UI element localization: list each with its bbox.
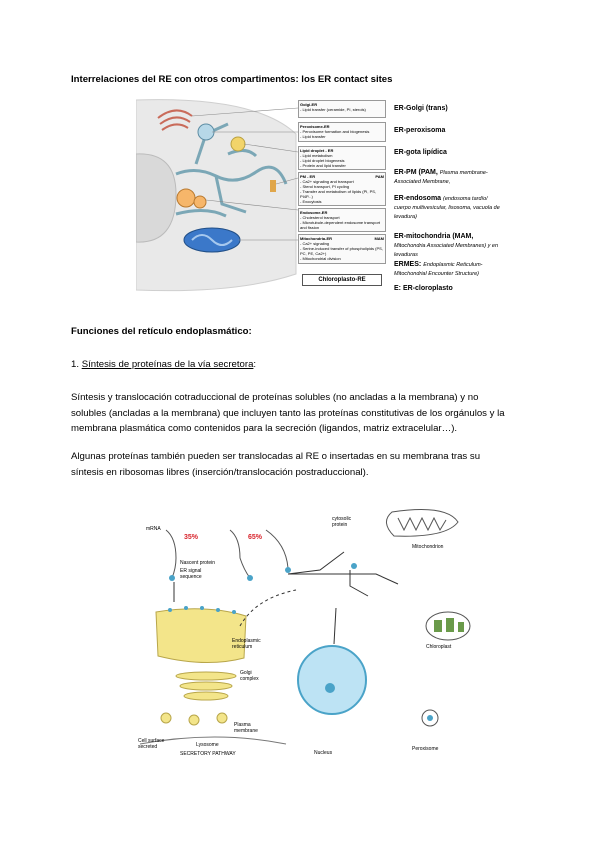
paragraph-cotranslational xyxy=(71,390,531,437)
secretory-pathway-label: SECRETORY PATHWAY xyxy=(180,751,236,757)
paragraph-line: síntesis en ribosomas libres (inserción/translocación postraduccional). xyxy=(71,466,369,478)
box-line: - Peroxisome formation and biogenesis xyxy=(300,129,370,134)
legend-sub: (endosoma tardío/ cuerpo multivesicular, lisosoma, vacuola de levadura) xyxy=(394,196,500,220)
box-title: PM - ER xyxy=(300,174,316,179)
section1-title: Interrelaciones del RE con otros compartimentos: los ER contact sites xyxy=(71,74,393,85)
box-line: - Lipid transfer xyxy=(300,134,326,139)
box-lipid-droplet-er xyxy=(298,146,386,170)
paragraph-line: solubles (ancladas a la membrana) que incluyen tanto las proteínas constitutivas de los orgánulos y la xyxy=(71,407,505,419)
legend-er-lipid-droplet: ER-gota lipídica xyxy=(394,149,447,156)
box-title: Peroxisome-ER xyxy=(300,124,330,129)
box-line: - Exocytosis xyxy=(300,199,322,204)
cytosolic-protein-label: cytosolic protein xyxy=(332,516,352,528)
legend-er-endosome xyxy=(394,194,504,221)
chloroplast-er-box: Chloroplasto-RE xyxy=(302,274,382,286)
box-line: - Mitochondrial division xyxy=(300,256,341,261)
legend-main: ER-endosoma xyxy=(394,195,442,202)
box-title: Lipid droplet - ER xyxy=(300,148,334,153)
lysosome-label: Lysosome xyxy=(196,742,219,748)
box-line: - Lipid metabolism xyxy=(300,153,333,158)
legend-er-golgi: ER-Golgi (trans) xyxy=(394,105,448,112)
subsection1-title: Síntesis de proteínas de la vía secretora xyxy=(81,359,254,370)
chloroplast-label: Chloroplast xyxy=(426,644,452,650)
box-line: - Protein and lipid transfer xyxy=(300,163,346,168)
legend-sub: Plasma membrane-Associated Membrane, xyxy=(394,170,488,185)
box-peroxisome-er xyxy=(298,122,386,142)
box-tag: PAM xyxy=(375,174,384,179)
subsection1-colon: : xyxy=(253,359,257,370)
legend-er-chloroplast: E: ER-cloroplasto xyxy=(394,285,453,292)
legend-er-peroxisome: ER-peroxisoma xyxy=(394,127,446,134)
legend-er-pm xyxy=(394,168,504,186)
box-line: - Transfer and metabolism of lipids (PI, PS, PI4P...) xyxy=(300,189,377,199)
box-line: - Ca2+ signaling xyxy=(300,241,330,246)
box-line: - Sterol transport, PI cycling xyxy=(300,184,350,189)
legend-main: ERMES: xyxy=(394,261,422,268)
legend-ermes xyxy=(394,260,504,278)
golgi-label: Golgi complex xyxy=(240,670,259,682)
legend-sub: Mitochondria Associated Membranes) y en levaduras xyxy=(394,243,499,258)
nucleus-label: Nucleus xyxy=(314,750,333,756)
legend-main: ER-mitochondria (MAM, xyxy=(394,233,474,240)
peroxisome-label: Peroxisome xyxy=(412,746,439,752)
box-line: - Microtubule-dependent endosome transport and fission xyxy=(300,220,381,230)
box-line: - Serine-induced transfer of phospholipids (PS, PC, PE, Ca2+) xyxy=(300,246,383,256)
legend-er-mitochondria xyxy=(394,232,504,259)
subsection1-heading xyxy=(71,357,256,373)
cell-surface-label: Cell surface secreted xyxy=(138,738,165,750)
box-title: Golgi-ER xyxy=(300,102,318,107)
legend-sub: Endoplasmic Reticulum-Mitochondrial Encounter Structure) xyxy=(394,262,483,277)
box-tag: MAM xyxy=(374,236,384,241)
section2-title: Funciones del retículo endoplasmático: xyxy=(71,326,252,337)
box-endosome-er xyxy=(298,208,386,232)
box-line: - Cholesterol transport xyxy=(300,215,340,220)
protein-sorting-figure xyxy=(136,508,472,760)
paragraph-line: Síntesis y translocación cotraduccional de proteínas solubles (no ancladas a la membrana) y no xyxy=(71,392,479,403)
nascent-protein-label: Nascent protein xyxy=(180,560,216,566)
box-pm-er xyxy=(298,172,386,206)
legend-main: ER-PM (PAM, xyxy=(394,169,438,176)
box-line: - Lipid transfer (ceramide, PI, sterols) xyxy=(300,107,366,112)
box-golgi-er xyxy=(298,100,386,118)
subsection1-number: 1. xyxy=(71,359,80,370)
paragraph-posttranslational xyxy=(71,449,531,480)
box-title: Mitochondria-ER xyxy=(300,236,332,241)
plasma-membrane-label: Plasma membrane xyxy=(234,722,258,734)
paragraph-line: membrana plasmática como contenidos para la secreción (ligandos, matriz extracelular…). xyxy=(71,423,458,434)
box-line: - Ca2+ signaling and transport xyxy=(300,179,354,184)
er-signal-label: ER signal sequence xyxy=(180,568,202,580)
percent-right-label: 65% xyxy=(248,534,263,541)
mrna-label: mRNA xyxy=(146,526,161,532)
percent-left-label: 35% xyxy=(184,534,199,541)
er-contact-sites-figure xyxy=(136,94,390,294)
er-label: Endoplasmic reticulum xyxy=(232,638,261,650)
mitochondrion-label: Mitochondrion xyxy=(412,544,444,550)
paragraph-line: Algunas proteínas también pueden ser translocadas al RE o insertadas en su membrana tras su xyxy=(71,451,481,462)
box-title: Endosome-ER xyxy=(300,210,328,215)
box-mitochondria-er xyxy=(298,234,386,264)
box-line: - Lipid droplet biogenesis xyxy=(300,158,345,163)
